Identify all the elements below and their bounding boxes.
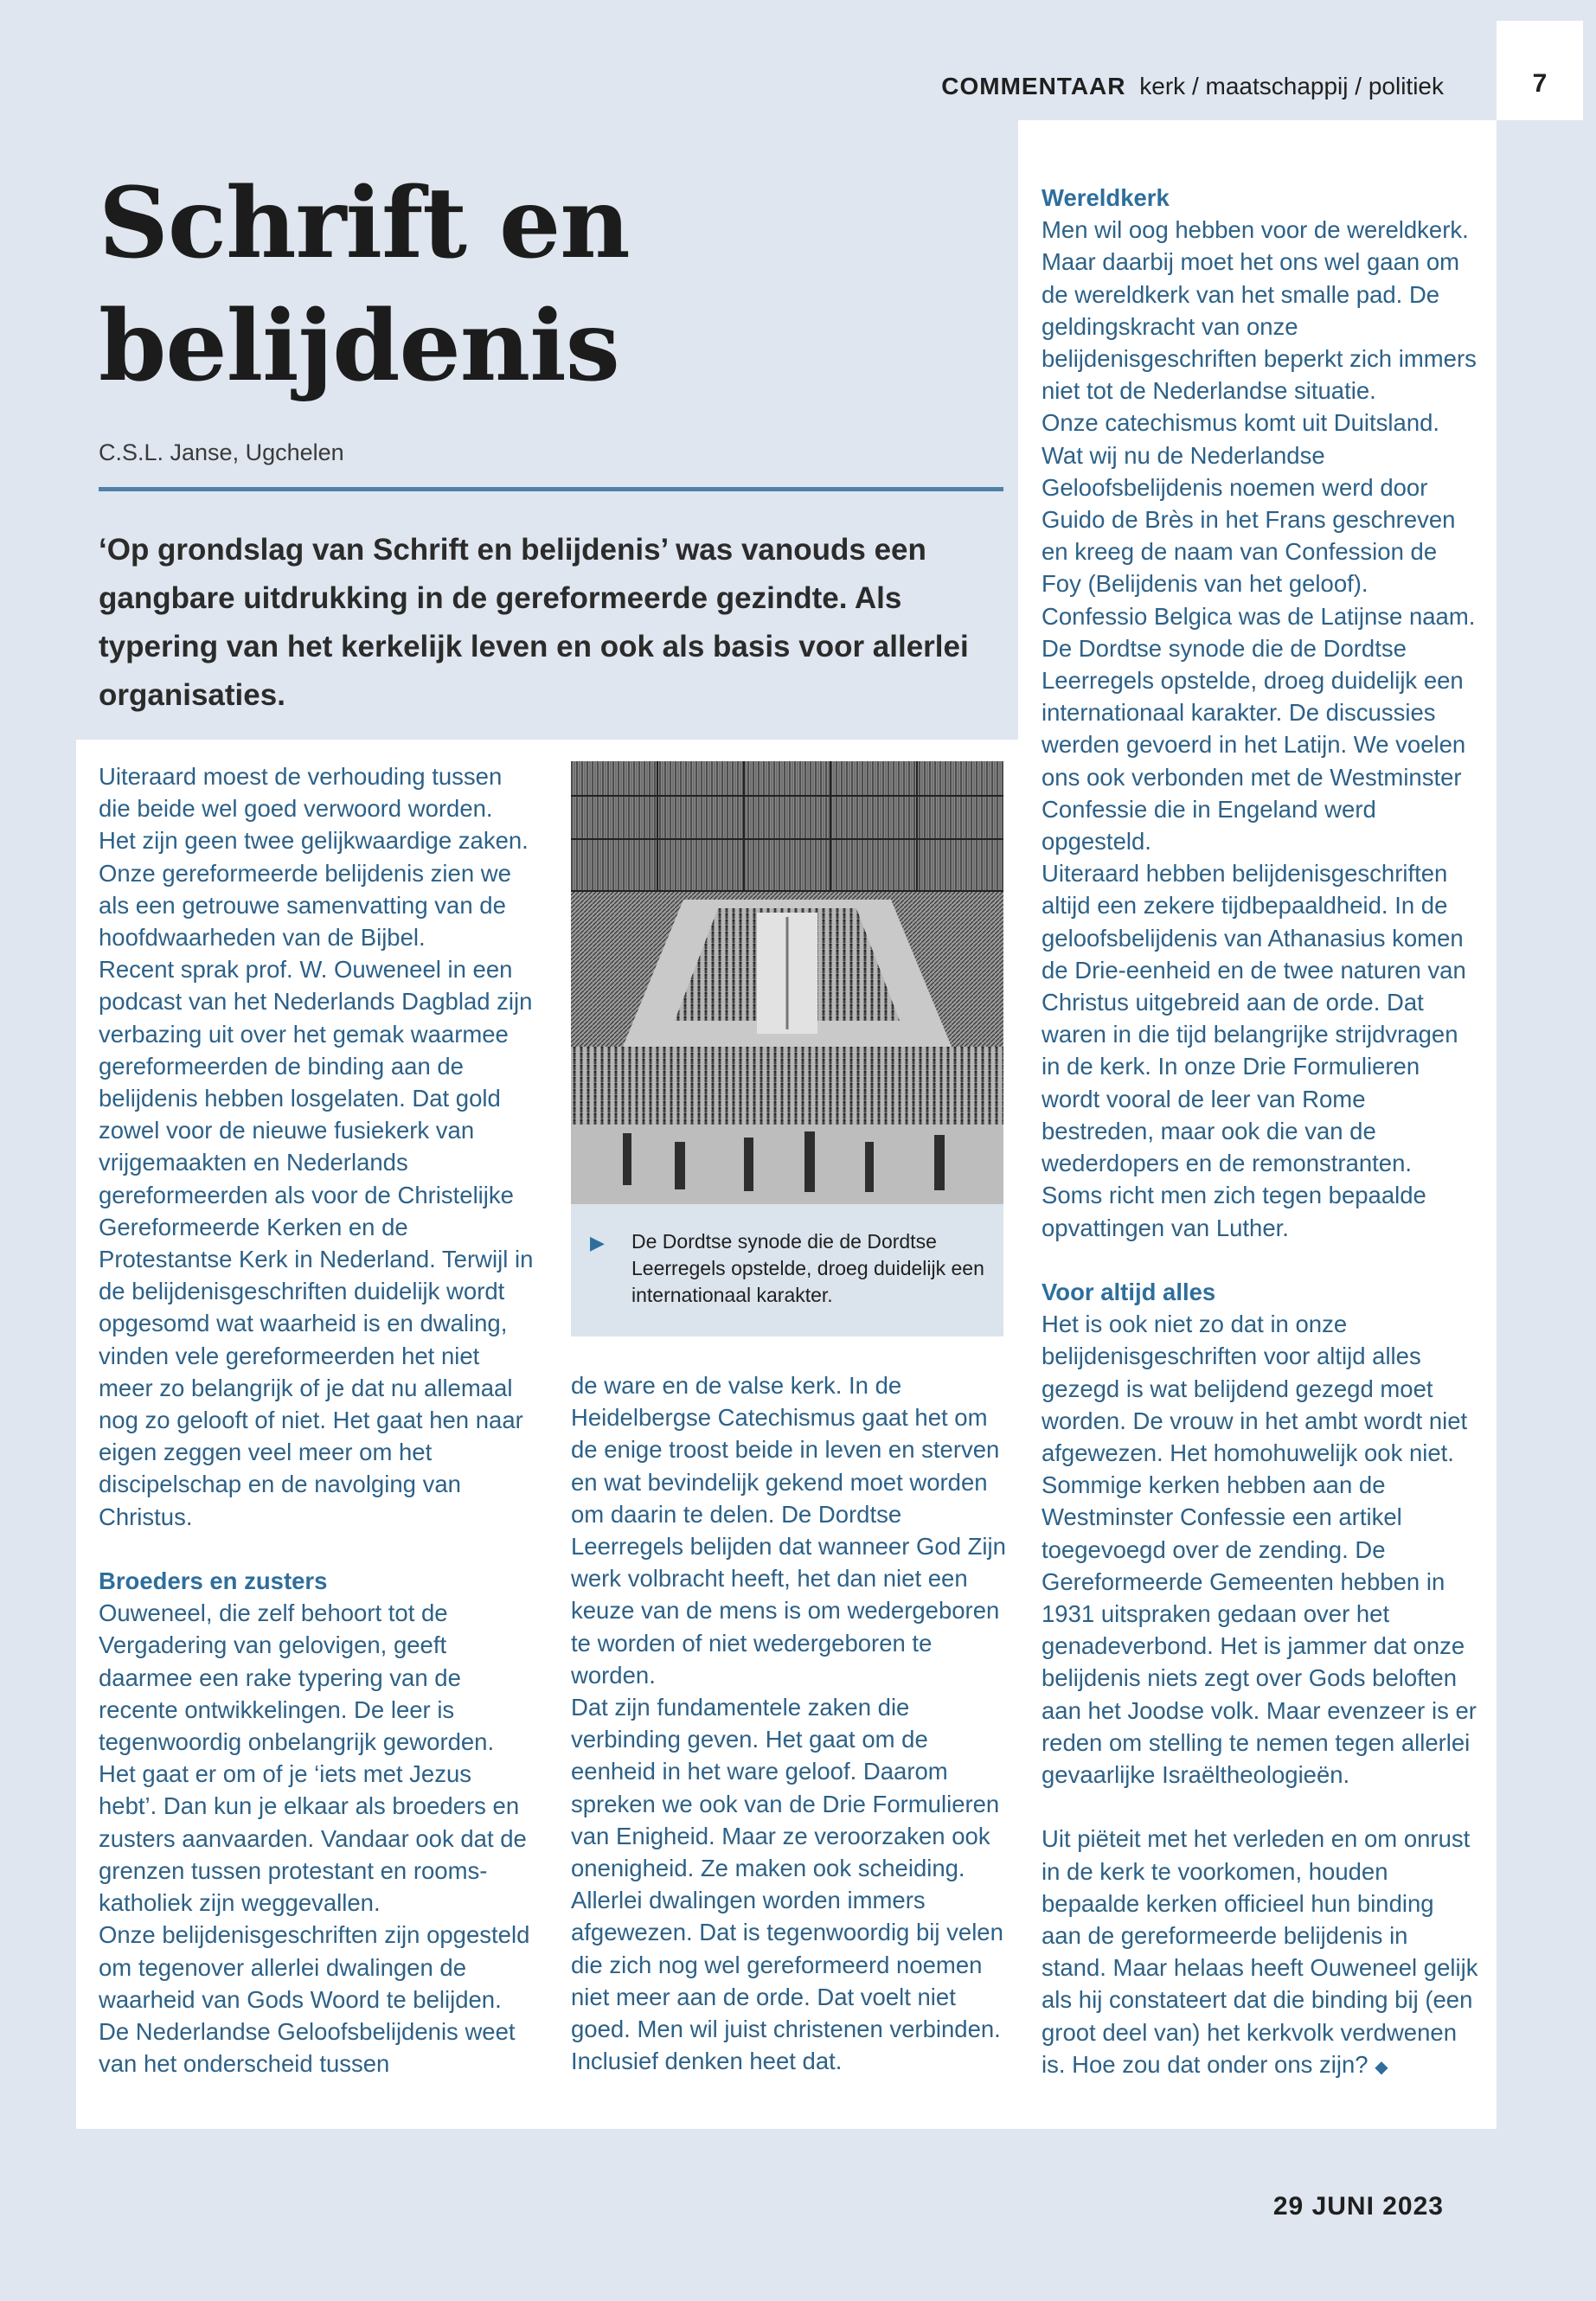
figure-engraving	[571, 761, 1003, 1336]
article-title	[99, 163, 877, 408]
title-line-2: belijdenis	[99, 290, 619, 403]
col1-paragraph-4: Onze belijdenisgeschriften zijn opgesteld om tegenover allerlei dwalingen de waarheid van Gods Woord te belijden. De Nederlandse Geloofsbelijdenis weet van het onderscheid tussen	[99, 1921, 530, 2078]
column-3	[1042, 182, 1478, 2084]
subheading-voor-altijd-alles: Voor altijd alles	[1042, 1278, 1216, 1305]
col3-paragraph-2: Onze catechismus komt uit Duitsland. Wat wij nu de Nederlandse Geloofsbelijdenis noemen werd door Guido de Brès in het Frans geschreven en kreeg de naam van Confession de Foy (Belijdenis van het geloof). Confessio Belgica was de Latijnse naam.	[1042, 409, 1476, 630]
col3-paragraph-4: Uiteraard hebben belijdenisgeschriften altijd een zekere tijdbepaaldheid. In de geloofsbelijdenis van Athanasius komen de Drie-eenheid en de twee naturen van Christus uitgebreid aan de orde. Dat waren in die tijd belangrijke strijdvragen in de kerk. In onze Drie Formulieren wordt vooral de leer van Rome bestreden, maar ook die van de wederdopers en de remonstranten. Soms richt men zich tegen bepaalde opvattingen van Luther.	[1042, 860, 1466, 1241]
col1-paragraph-1: Uiteraard moest de verhouding tussen die beide wel goed verwoord worden. Het zijn geen twee gelijkwaardige zaken. Onze gereformeerde belijdenis zien we als een getrouwe samenvatting van de hoofdwaarheden van de Bijbel.	[99, 763, 529, 952]
col3-paragraph-5: Het is ook niet zo dat in onze belijdenisgeschriften voor altijd alles gezegd is wat belijdend gezegd moet worden. De vrouw in het ambt wordt niet afgewezen. Het homohuwelijk ook niet. Sommige kerken hebben aan de Westminster Confessie een artikel toegevoegd over de zending. De Gereformeerde Gemeenten hebben in 1931 uitspraken gedaan over het genadeverbond. Het is jammer dat onze belijdenis niets zegt over Gods beloften aan het Joodse volk. Maar evenzeer is er reden om stelling te nemen tegen allerlei gevaarlijke Israëltheologieën.	[1042, 1311, 1477, 1788]
col3-paragraph-6	[1042, 1823, 1478, 2084]
col1-paragraph-3: Ouweneel, die zelf behoort tot de Vergadering van gelovigen, geeft daarmee een rake typering van de recente ontwikkelingen. De leer is tegenwoordig onbelangrijk geworden. Het gaat er om of je ‘iets met Jezus hebt’. Dan kun je elkaar als broeders en zusters aanvaarden. Vandaar ook dat de grenzen tussen protestant en rooms-katholiek zijn weggevallen.	[99, 1599, 527, 1917]
end-mark-diamond-icon: ◆	[1375, 2057, 1388, 2077]
caption-arrow-icon: ▶	[590, 1232, 605, 1253]
engraving-synod-of-dort-image	[571, 761, 1003, 1204]
col2-paragraph-1: de ware en de valse kerk. In de Heidelbergse Catechismus gaat het om de enige troost beide in leven en sterven en wat bevindelijk gekend moet worden om daarin te delen. De Dordtse Leerregels belijden dat wanneer God Zijn werk volbracht heeft, het dan niet een keuze van de mens is om wedergeboren te worden of niet wedergeboren te worden.	[571, 1372, 1006, 1689]
section-label: COMMENTAAR	[941, 73, 1126, 99]
col3-paragraph-3: De Dordtse synode die de Dordtse Leerregels opstelde, droeg duidelijk een internationaal karakter. De discussies werden gevoerd in het Latijn. We voelen ons ook verbonden met de Westminster Confessie die in Engeland werd opgesteld.	[1042, 634, 1466, 856]
author-byline: C.S.L. Janse, Ugchelen	[99, 439, 344, 465]
subsection-label: kerk / maatschappij / politiek	[1139, 73, 1444, 99]
col3-paragraph-1: Men wil oog hebben voor de wereldkerk. Maar daarbij moet het ons wel gaan om de wereldkerk van het smalle pad. De geldingskracht van onze belijdenisgeschriften beperkt zich immers niet tot de Nederlandse situatie.	[1042, 216, 1477, 405]
col1-paragraph-2: Recent sprak prof. W. Ouweneel in een podcast van het Nederlands Dagblad zijn verbazing uit over het gemak waarmee gereformeerden de binding aan de belijdenis hebben losgelaten. Dat gold zowel voor de nieuwe fusiekerk van vrijgemaakten en Nederlands gereformeerden als voor de Christelijke Gereformeerde Kerken en de Protestantse Kerk in Nederland. Terwijl in de belijdenisgeschriften duidelijk wordt opgesomd wat waarheid is en dwaling, vinden vele gereformeerden het niet meer zo belangrijk of je dat nu allemaal nog zo gelooft of niet. Het gaat hen naar eigen zeggen veel meer om het discipelschap en de navolging van Christus.	[99, 956, 534, 1530]
col2-paragraph-2: Dat zijn fundamentele zaken die verbinding geven. Het gaat om de eenheid in het ware geloof. Daarom spreken we ook van de Drie Formulieren van Enigheid. Maar ze veroorzaken ook onenigheid. Ze maken ook scheiding. Allerlei dwalingen worden immers afgewezen. Dat is tegenwoordig bij velen die zich nog wel gereformeerd noemen niet meer aan de orde. Dat voelt niet goed. Men wil juist christenen verbinden. Inclusief denken heet dat.	[571, 1694, 1003, 2075]
title-line-1: Schrift en	[99, 167, 630, 280]
col3-paragraph-6-text: Uit piëteit met het verleden en om onrust in de kerk te voorkomen, houden bepaalde kerken officieel hun binding aan de gereformeerde belijdenis in stand. Maar helaas heeft Ouweneel gelijk als hij constateert dat die binding bij (een groot deel van) het kerkvolk verdwenen is. Hoe zou dat onder ons zijn?	[1042, 1825, 1478, 2078]
column-2	[571, 1369, 1008, 2077]
title-divider	[99, 487, 1003, 491]
running-header	[941, 73, 1444, 100]
figure-caption: De Dordtse synode die de Dordtse Leerregels opstelde, droeg duidelijk een internationaal karakter.	[631, 1230, 984, 1306]
lead-paragraph: ‘Op grondslag van Schrift en belijdenis’ was vanouds een gangbare uitdrukking in de gereformeerde gezindte. Als typering van het kerkelijk leven en ook als basis voor allerlei organisaties.	[99, 533, 969, 712]
subheading-broeders: Broeders en zusters	[99, 1567, 328, 1595]
subheading-wereldkerk: Wereldkerk	[1042, 184, 1170, 211]
page-number: 7	[1532, 69, 1548, 98]
column-1	[99, 760, 535, 2080]
issue-date: 29 JUNI 2023	[1272, 2192, 1444, 2221]
